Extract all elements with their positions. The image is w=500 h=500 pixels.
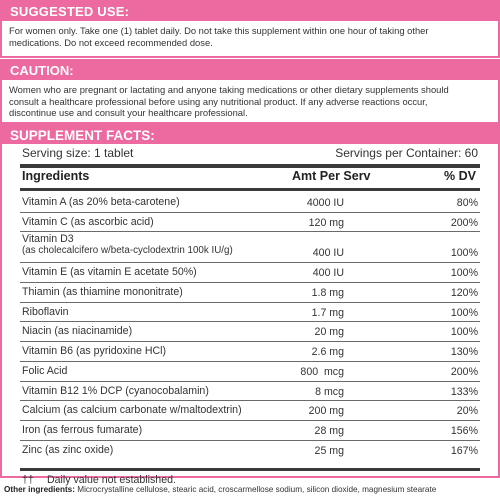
table-row	[20, 441, 480, 461]
caution-line: consult a healthcare professional before using any nutritional product. If any adverse reactions occur,	[9, 95, 428, 107]
ingredient-name: Zinc (as zinc oxide)	[22, 443, 114, 456]
supplement-facts-section	[0, 124, 500, 486]
table-row	[20, 342, 480, 362]
servings-per-container: Servings per Container: 60	[335, 146, 478, 160]
ingredient-name: Vitamin A (as 20% beta-carotene)	[22, 196, 180, 208]
amount-column-header: Amt Per Serv	[292, 169, 371, 183]
caution-line: discontinue use and consult your healthcare professional.	[9, 107, 248, 118]
footnote-symbol: ††	[22, 474, 34, 486]
ingredient-dv: 100%	[450, 267, 478, 280]
ingredient-dv: 130%	[450, 346, 478, 359]
caution-section	[0, 59, 500, 124]
caution-line: Women who are pregnant or lactating and anyone taking medications or other dietary supplements should	[9, 84, 449, 95]
supplement-facts-table	[20, 144, 480, 486]
table-row	[20, 401, 480, 421]
ingredient-amount: 28 mg	[314, 424, 344, 437]
suggested-use-line: medications. Do not exceed recommended dose.	[9, 36, 213, 48]
ingredient-dv: 133%	[450, 385, 478, 398]
table-row	[20, 232, 480, 263]
footer-divider	[20, 468, 480, 471]
ingredient-amount: 20 mg	[314, 326, 344, 339]
ingredient-name: Folic Acid	[22, 364, 68, 377]
ingredient-dv: 80%	[456, 197, 478, 209]
ingredient-dv: 156%	[450, 424, 478, 437]
ingredient-name: Niacin (as niacinamide)	[22, 325, 133, 338]
ingredient-amount: 4000 IU	[306, 197, 344, 209]
table-row	[20, 283, 480, 303]
ingredient-name-line: Vitamin D3	[22, 233, 74, 246]
ingredient-dv: 167%	[450, 444, 478, 457]
ingredient-amount: 1.7 mg	[311, 306, 344, 319]
thick-divider	[20, 164, 480, 168]
dv-column-header: % DV	[444, 169, 476, 183]
ingredient-name: Calcium (as calcium carbonate w/maltodextrin)	[22, 404, 242, 417]
ingredient-amount: 1.8 mg	[311, 287, 344, 300]
ingredient-name	[22, 234, 233, 256]
ingredient-amount: 120 mg	[308, 216, 344, 229]
ingredient-rows	[20, 193, 480, 460]
ingredient-dv: 100%	[450, 326, 478, 339]
ingredient-amount: 400 IU	[312, 267, 344, 280]
supplement-facts-heading: SUPPLEMENT FACTS:	[2, 126, 498, 144]
table-row	[20, 322, 480, 342]
ingredient-dv: 100%	[450, 247, 478, 260]
ingredients-column-header: Ingredients	[22, 169, 90, 183]
ingredient-name: Thiamin (as thiamine mononitrate)	[22, 286, 183, 299]
ingredient-dv: 20%	[456, 405, 478, 418]
ingredient-name: Vitamin B6 (as pyridoxine HCl)	[22, 345, 167, 358]
ingredient-amount: 8 mcg	[315, 385, 344, 398]
table-row	[20, 193, 480, 213]
suggested-use-section	[0, 0, 500, 58]
ingredient-dv: 120%	[450, 287, 478, 300]
ingredient-dv: 200%	[450, 365, 478, 378]
ingredient-name: Riboflavin	[22, 305, 69, 318]
table-row	[20, 213, 480, 233]
suggested-use-line: For women only. Take one (1) tablet daily. Do not take this supplement within one hour of taking other	[9, 25, 429, 36]
footnote-text: Daily value not established.	[46, 474, 176, 486]
ingredient-name: Vitamin E (as vitamin E acetate 50%)	[22, 266, 197, 279]
serving-size: Serving size: 1 tablet	[22, 146, 134, 160]
other-ingredients-label: Other ingredients:	[4, 485, 75, 494]
serving-info-row	[20, 146, 480, 162]
caution-text	[2, 80, 498, 119]
ingredient-amount: 200 mg	[308, 405, 344, 418]
ingredient-name: Vitamin B12 1% DCP (cyanocobalamin)	[22, 384, 209, 397]
ingredient-dv: 200%	[450, 216, 478, 229]
ingredient-amount: 800 mcg	[300, 365, 344, 378]
caution-heading: CAUTION:	[2, 61, 498, 80]
table-row	[20, 421, 480, 441]
other-ingredients-text: Microcrystalline cellulose, stearic acid, croscarmellose sodium, silicon dioxide, magnesium stearate	[77, 485, 437, 494]
table-row	[20, 303, 480, 323]
ingredient-name-line: (as cholecalcifero w/beta-cyclodextrin 100k IU/g)	[22, 245, 233, 257]
ingredient-amount: 2.6 mg	[311, 346, 344, 359]
other-ingredients	[4, 485, 436, 494]
table-row	[20, 362, 480, 382]
table-header	[20, 169, 480, 187]
suggested-use-heading: SUGGESTED USE:	[2, 2, 498, 21]
table-row	[20, 382, 480, 402]
ingredient-amount: 400 IU	[312, 247, 344, 260]
ingredient-dv: 100%	[450, 306, 478, 319]
ingredient-amount: 25 mg	[314, 444, 344, 457]
header-divider	[20, 188, 480, 191]
table-row	[20, 263, 480, 283]
ingredient-name: Vitamin C (as ascorbic acid)	[22, 215, 154, 228]
suggested-use-text	[2, 21, 498, 48]
ingredient-name: Iron (as ferrous fumarate)	[22, 423, 143, 436]
